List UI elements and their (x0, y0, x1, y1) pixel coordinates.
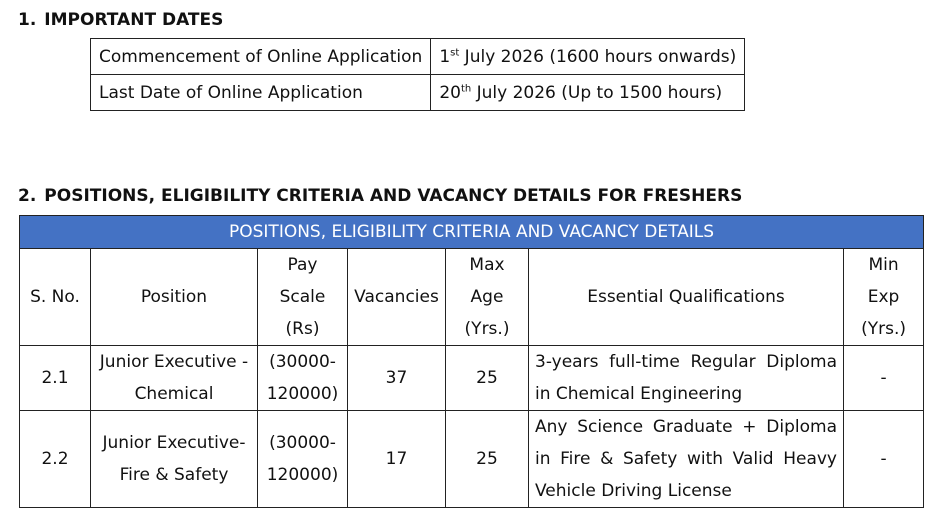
cell-qualifications: Any Science Graduate + Diploma in Fire & Safety with Valid Heavy Vehicle Driving License (529, 411, 844, 508)
col-header-pay-scale: Pay Scale (Rs) (258, 249, 348, 346)
col-header-min-exp: Min Exp (Yrs.) (844, 249, 924, 346)
cell-position: Junior Executive - Chemical (91, 346, 258, 411)
table-row (91, 39, 745, 75)
table-row (20, 346, 924, 411)
cell-max-age: 25 (446, 411, 529, 508)
cell-qualifications: 3-years full-time Regular Diploma in Chemical Engineering (529, 346, 844, 411)
section-number: 1. (18, 10, 37, 30)
col-header-position: Position (91, 249, 258, 346)
col-header-max-age: Max Age (Yrs.) (446, 249, 529, 346)
cell-vacancies: 37 (348, 346, 446, 411)
col-header-sno: S. No. (20, 249, 91, 346)
cell-min-exp: - (844, 346, 924, 411)
cell-pay-scale: (30000-120000) (258, 411, 348, 508)
date-value: 20th July 2026 (Up to 1500 hours) (431, 75, 745, 111)
date-label: Commencement of Online Application (91, 39, 431, 75)
col-header-vacancies: Vacancies (348, 249, 446, 346)
cell-min-exp: - (844, 411, 924, 508)
vacancy-table (19, 215, 924, 508)
date-value: 1st July 2026 (1600 hours onwards) (431, 39, 745, 75)
section-title: IMPORTANT DATES (44, 10, 224, 30)
section-2-heading (18, 186, 742, 206)
cell-vacancies: 17 (348, 411, 446, 508)
table-header-row (20, 249, 924, 346)
table-row (20, 411, 924, 508)
table-banner: POSITIONS, ELIGIBILITY CRITERIA AND VACANCY DETAILS (20, 216, 924, 249)
cell-sno: 2.1 (20, 346, 91, 411)
cell-pay-scale: (30000-120000) (258, 346, 348, 411)
section-1-heading (18, 10, 223, 30)
cell-sno: 2.2 (20, 411, 91, 508)
date-label: Last Date of Online Application (91, 75, 431, 111)
cell-position: Junior Executive- Fire & Safety (91, 411, 258, 508)
section-title: POSITIONS, ELIGIBILITY CRITERIA AND VACANCY DETAILS FOR FRESHERS (44, 186, 743, 206)
col-header-qualifications: Essential Qualifications (529, 249, 844, 346)
table-row (91, 75, 745, 111)
important-dates-table (90, 38, 745, 111)
section-number: 2. (18, 186, 37, 206)
cell-max-age: 25 (446, 346, 529, 411)
